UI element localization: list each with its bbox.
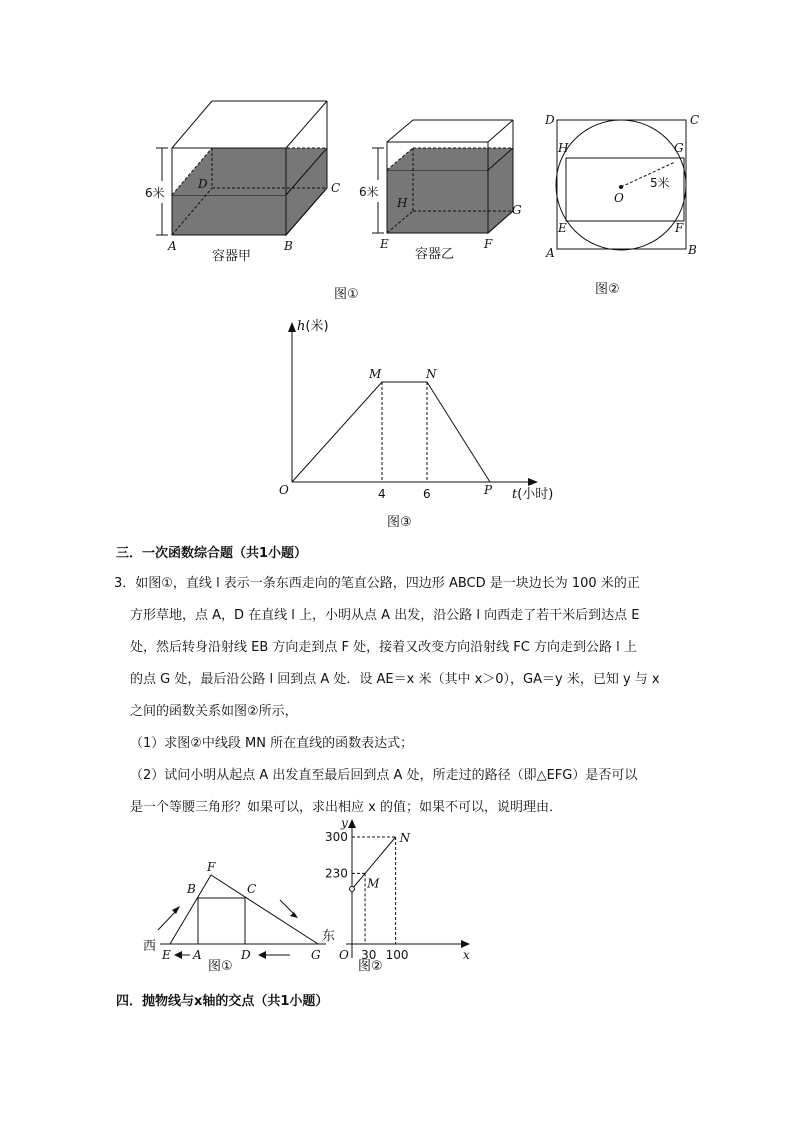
- section-4-heading: 四．抛物线与x轴的交点（共1小题）: [116, 994, 329, 1009]
- west-label: 西: [143, 939, 157, 954]
- vertex-E: E: [380, 237, 389, 251]
- problem-line-4: 的点 G 处，最后沿公路 l 回到点 A 处．设 AE＝x 米（其中 x＞0），GA＝y 米，已知 y 与 x: [130, 672, 660, 687]
- vertex-H: H: [397, 196, 408, 210]
- problem-line-3: 处，然后转身沿射线 EB 方向走到点 F 处，接着又改变方向沿射线 FC 方向走到公路 l 上: [130, 640, 637, 655]
- chart-point-N: N: [399, 831, 411, 845]
- vertex-D2: D: [545, 113, 555, 127]
- container-a-height: 6米: [145, 186, 165, 200]
- chart-y-intercept-point: [350, 887, 355, 892]
- vertex-C4: C: [247, 882, 257, 896]
- point-P3: P: [484, 483, 493, 497]
- figure-2-caption: 图②: [595, 282, 620, 297]
- y-axis-label: h(米): [297, 319, 329, 334]
- vertex-O2: O: [614, 191, 624, 205]
- east-label: 东: [322, 929, 336, 944]
- chart-y-tick-230: 230: [325, 866, 348, 881]
- vertex-H2: H: [558, 141, 569, 155]
- chart-x-label: x: [463, 948, 470, 962]
- figure-3-caption: 图③: [387, 515, 412, 530]
- vertex-D4: D: [241, 948, 251, 962]
- chart-y-tick-300: 300: [325, 830, 348, 844]
- vertex-F2: F: [675, 221, 684, 235]
- point-O3: O: [279, 483, 289, 497]
- vertex-F4: F: [207, 860, 216, 874]
- container-b-label: 容器乙: [415, 247, 455, 262]
- problem-line-2: 方形草地，点 A，D 在直线 l 上，小明从点 A 出发，沿公路 l 向西走了若干米后到达点 E: [130, 608, 640, 623]
- radius-label: 5米: [650, 176, 670, 190]
- vertex-F: F: [484, 237, 493, 251]
- vertex-G2: G: [674, 141, 684, 155]
- question-2-line-2: 是一个等腰三角形？如果可以，求出相应 x 的值；如果不可以，说明理由．: [130, 800, 562, 815]
- vertex-G: G: [512, 203, 522, 217]
- chart-x-tick-100: 100: [385, 948, 409, 962]
- vertex-B: B: [284, 239, 293, 253]
- chart-point-M: M: [367, 876, 380, 891]
- problem-line-5: 之间的函数关系如图②所示，: [130, 704, 298, 719]
- tick-4: 4: [378, 487, 386, 501]
- container-a-label: 容器甲: [212, 249, 252, 264]
- vertex-B2: B: [688, 243, 697, 257]
- chart-origin: O: [339, 948, 349, 962]
- vertex-E2: E: [558, 221, 567, 235]
- x-axis-label: t(小时): [512, 487, 554, 502]
- section-3-heading: 三．一次函数综合题（共1小题）: [116, 546, 308, 561]
- vertex-D: D: [198, 177, 208, 191]
- tick-6: 6: [423, 487, 431, 501]
- vertex-A4: A: [193, 948, 202, 962]
- chart-y-label: y: [341, 816, 348, 830]
- chart-y-arrow: [348, 819, 356, 828]
- vertex-A2: A: [546, 246, 555, 260]
- figure-4-caption: 图①: [208, 959, 233, 974]
- problem-line-1: 3．如图①，直线 l 表示一条东西走向的笔直公路，四边形 ABCD 是一块边长为 100 米的正: [114, 576, 640, 591]
- vertex-B4: B: [187, 882, 196, 896]
- chart-caption: 图②: [358, 959, 383, 974]
- problem-number: 3．: [114, 576, 136, 591]
- question-2-line-1: （2）试问小明从起点 A 出发直至最后回到点 A 处，所走过的路径（即△EFG）是否可以: [130, 768, 638, 783]
- chart-guides: [352, 837, 396, 944]
- vertex-E4: E: [162, 948, 171, 962]
- chart-x-tick-30: 30: [361, 948, 377, 962]
- container-b-height: 6米: [359, 185, 379, 199]
- figure-1-caption: 图①: [334, 287, 359, 302]
- vertex-C: C: [331, 181, 341, 195]
- vertex-C2: C: [690, 113, 700, 127]
- vertex-A: A: [168, 239, 177, 253]
- chart-x-arrow: [461, 940, 470, 948]
- vertex-G4: G: [311, 948, 321, 962]
- point-M3: M: [369, 367, 382, 381]
- question-1: （1）求图②中线段 MN 所在直线的函数表达式；: [130, 736, 414, 751]
- point-N3: N: [426, 367, 437, 381]
